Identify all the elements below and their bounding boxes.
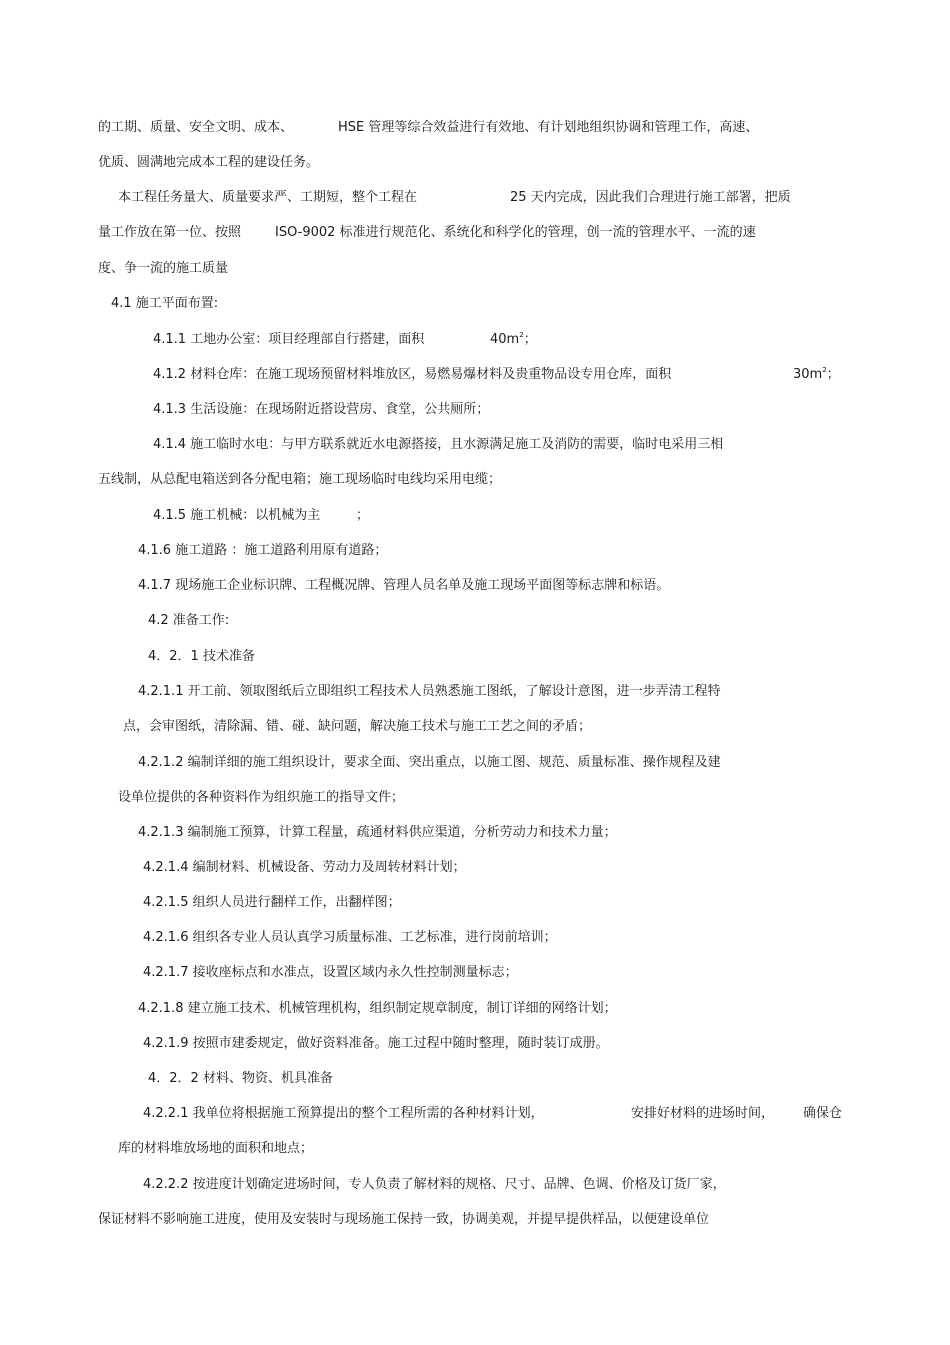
item-4-1-7: 4.1.7 现场施工企业标识牌、工程概况牌、管理人员名单及施工现场平面图等标志牌和标语。 [138,578,670,593]
item-4-2-2-1-line-1-cont: 安排好材料的进场时间， [631,1106,775,1121]
item-4-1-1: 4.1.1 工地办公室：项目经理部自行搭建，面积 [153,332,425,347]
item-4-1-4-line-2: 五线制，从总配电箱送到各分配电箱；施工现场临时电线均采用电缆； [98,472,502,487]
item-4-2-1-8: 4.2.1.8 建立施工技术、机械管理机构，组织制定规章制度，制订详细的网络计划； [138,1001,617,1016]
item-4-2-2-2-line-2: 保证材料不影响施工进度，使用及安装时与现场施工保持一致，协调美观，并提早提供样品，以便建设单位 [98,1212,710,1227]
paragraph-task-line-1-cont: 25 天内完成，因此我们合理进行施工部署，把质 [510,190,791,205]
paragraph-task-line-1: 本工程任务量大、质量要求严、工期短，整个工程在 [118,190,418,205]
item-4-2-1-5: 4.2.1.5 组织人员进行翻样工作，出翻样图； [143,895,401,910]
item-4-1-5-end: ； [356,508,370,523]
item-4-2-1-9: 4.2.1.9 按照市建委规定，做好资料准备。施工过程中随时整理，随时装订成册。 [143,1036,609,1051]
item-4-2-1-2-line-2: 设单位提供的各种资料作为组织施工的指导文件； [118,790,405,805]
paragraph-intro-line-2: 优质、圆满地完成本工程的建设任务。 [98,155,320,170]
item-4-2-1-2-line-1: 4.2.1.2 编制详细的施工组织设计，要求全面、突出重点，以施工图、规范、质量标准、操作规程及建 [138,755,721,770]
item-4-2-1-3: 4.2.1.3 编制施工预算，计算工程量，疏通材料供应渠道，分析劳动力和技术力量； [138,825,617,840]
item-4-1-2: 4.1.2 材料仓库：在施工现场预留材料堆放区，易燃易爆材料及贵重物品设专用仓库，面积 [153,367,672,382]
item-4-1-4-line-1: 4.1.4 施工临时水电：与甲方联系就近水电源搭接，且水源满足施工及消防的需要，临时电采用三相 [153,437,724,452]
item-4-2-1-7: 4.2.1.7 接收座标点和水准点，设置区域内永久性控制测量标志； [143,965,518,980]
section-heading-4-2: 4.2 准备工作: [148,613,230,628]
item-4-2-1-4: 4.2.1.4 编制材料、机械设备、劳动力及周转材料计划； [143,860,466,875]
item-4-2-2-2-line-1: 4.2.2.2 按进度计划确定进场时间，专人负责了解材料的规格、尺寸、品牌、色调、价格及订货厂家， [143,1177,726,1192]
paragraph-intro-line-1: 的工期、质量、安全文明、成本、 [98,120,294,135]
item-4-1-1-value: $40m^2$； [490,331,537,347]
item-4-2-1-1-line-2: 点，会审图纸，清除漏、错、碰、缺问题，解决施工技术与施工工艺之间的矛盾； [123,719,592,734]
paragraph-task-line-2: 量工作放在第一位、按照 [98,225,242,240]
item-4-1-5: 4.1.5 施工机械：以机械为主 [153,508,321,523]
subsection-heading-4-2-1: 4．2．1 技术准备 [148,649,255,664]
section-heading-4-1: 4.1 施工平面布置: [111,296,219,311]
item-4-2-2-1-line-1: 4.2.2.1 我单位将根据施工预算提出的整个工程所需的各种材料计划， [143,1106,544,1121]
paragraph-intro-line-1-cont: HSE 管理等综合效益进行有效地、有计划地组织协调和管理工作，高速、 [338,120,759,135]
paragraph-task-line-3: 度、争一流的施工质量 [98,261,229,276]
item-4-2-1-1-line-1: 4.2.1.1 开工前、领取图纸后立即组织工程技术人员熟悉施工图纸，了解设计意图，进一步弄清工程特 [138,684,721,699]
item-4-1-3: 4.1.3 生活设施：在现场附近搭设营房、食堂，公共厕所； [153,402,490,417]
item-4-1-2-value: $30m^2$； [793,366,840,382]
paragraph-task-line-2-cont: ISO-9002 标准进行规范化、系统化和科学化的管理，创一流的管理水平、一流的速 [275,225,756,240]
item-4-2-2-1-line-1-end: 确保仓 [803,1106,843,1121]
subsection-heading-4-2-2: 4．2．2 材料、物资、机具准备 [148,1071,333,1086]
item-4-2-2-1-line-2: 库的材料堆放场地的面积和地点； [118,1141,314,1156]
item-4-1-6: 4.1.6 施工道路 ：施工道路利用原有道路； [138,543,388,558]
item-4-2-1-6: 4.2.1.6 组织各专业人员认真学习质量标准、工艺标准，进行岗前培训； [143,930,557,945]
